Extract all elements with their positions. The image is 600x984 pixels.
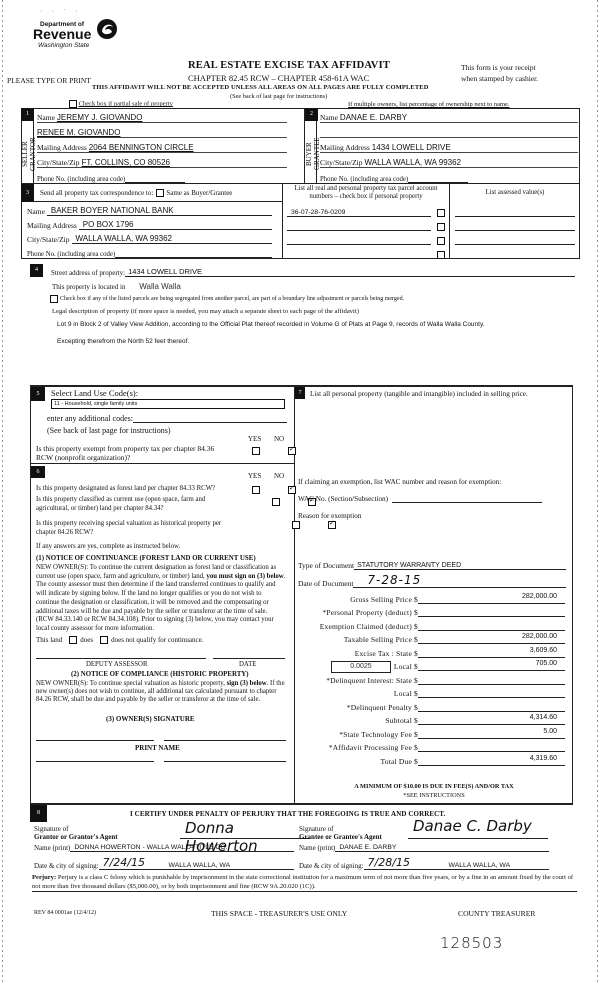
segregated-label: Check box if any of the listed parcels are being segregated from another parcel, are part of a boundary line adjustment or parcels being merged. xyxy=(60,296,405,302)
corr-name[interactable]: BAKER BOYER NATIONAL BANK xyxy=(47,206,272,216)
date-label: DATE xyxy=(239,661,257,668)
if-yes-note: If any answers are yes, complete as instructed below. xyxy=(36,543,181,550)
seller-grantor-label: SELLER GRANTOR xyxy=(21,137,37,171)
dollar-sign: $ xyxy=(414,675,418,685)
wac-label: WAC No. (Section/Subsection) xyxy=(298,495,389,503)
additional-codes-label: enter any additional codes: xyxy=(47,414,133,423)
corr-phone-label: Phone No. (including area code) xyxy=(27,251,116,258)
parcel-row xyxy=(287,231,445,245)
see-back-note: (See back of last page for instructions) xyxy=(230,93,328,100)
section-7-badge: 7 xyxy=(295,387,305,399)
continuance-qualify-row xyxy=(36,636,203,644)
tax-row xyxy=(300,739,565,753)
document-date-label: Date of Document xyxy=(298,579,354,588)
grantor-city[interactable]: WALLA WALLA, WA xyxy=(159,862,294,870)
assessor-signature-line[interactable] xyxy=(36,658,206,659)
assessed-header: List assessed value(s) xyxy=(485,189,545,196)
send-correspondence-label: Send all property tax correspondence to: xyxy=(40,188,154,197)
certification-section xyxy=(30,803,573,871)
tax-row xyxy=(300,604,565,618)
buyer-city[interactable]: WALLA WALLA, WA 99362 xyxy=(364,158,461,167)
logo-department: Department of xyxy=(40,21,85,28)
treasurer-use-label: THIS SPACE - TREASURER'S USE ONLY xyxy=(211,909,348,918)
logo-washington: Washington State xyxy=(38,42,90,49)
section-6-badge: 6 xyxy=(31,466,45,478)
corr-name-label: Name xyxy=(27,207,45,216)
print-name-line-1[interactable] xyxy=(36,761,154,762)
corr-address[interactable]: PO BOX 1796 xyxy=(79,220,272,230)
tax-row-value[interactable]: 3,609.60 xyxy=(418,647,565,658)
buyer-address-row[interactable] xyxy=(320,138,578,153)
this-land-label: This land xyxy=(36,636,63,644)
dollar-sign: $ xyxy=(414,621,418,631)
corr-address-label: Mailing Address xyxy=(27,221,77,230)
receipt-note-1: This form is your receipt xyxy=(461,63,536,72)
dollar-sign: $ xyxy=(414,756,418,766)
parcel-row xyxy=(287,203,445,217)
grantee-date[interactable]: 7/28/15 xyxy=(364,857,439,870)
grantor-name-row[interactable] xyxy=(34,844,294,852)
section-5-badge: 5 xyxy=(31,387,45,401)
dollar-sign: $ xyxy=(414,743,418,752)
tax-row xyxy=(300,725,565,739)
seller-address-label: Mailing Address xyxy=(37,143,87,152)
parcels-section xyxy=(283,183,450,259)
historic-yes-checkbox[interactable] xyxy=(292,521,300,529)
correspondence-section xyxy=(21,183,283,259)
form-title: REAL ESTATE EXCISE TAX AFFIDAVIT xyxy=(188,60,391,71)
logo-dots: · · ˙ · xyxy=(40,8,82,15)
tax-row-value[interactable]: 705.00 xyxy=(418,660,565,671)
land-use-code-select[interactable]: 11 - Household, single family units xyxy=(51,399,285,409)
tax-row-value[interactable]: 4,319.60 xyxy=(418,755,565,766)
grantor-date[interactable]: 7/24/15 xyxy=(99,857,159,870)
tax-row-value[interactable] xyxy=(418,620,565,631)
exemption-label: If claiming an exemption, list WAC number and reason for exemption: xyxy=(298,478,502,486)
does-label: does xyxy=(80,636,94,644)
legal-exception-text[interactable]: Excepting therefrom the North 52 feet thereof. xyxy=(57,338,190,345)
forest-land-question: Is this property designated as forest land per chapter 84.33 RCW? xyxy=(36,485,216,492)
street-address[interactable]: 1434 LOWELL DRIVE xyxy=(125,267,575,277)
partial-sale-checkbox[interactable] xyxy=(69,100,77,108)
buyer-side-col xyxy=(304,108,321,184)
section-8-badge: 8 xyxy=(30,805,47,822)
grantee-date-label: Date & city of signing: xyxy=(299,862,364,870)
current-use-yes-checkbox[interactable] xyxy=(272,498,280,506)
land-use-see-back: (See back of last page for instructions) xyxy=(47,426,171,435)
parcel-row xyxy=(287,217,445,231)
document-type-label: Type of Document xyxy=(298,561,355,570)
grantee-name[interactable]: DANAE E. DARBY xyxy=(335,844,549,852)
seller-name-row[interactable] xyxy=(37,108,287,123)
minimum-fee-note: A MINIMUM OF $10.00 IS DUE IN FEE(S) AND/OR TAX xyxy=(354,783,514,790)
tax-row-label: Gross Selling Price xyxy=(350,594,412,604)
tax-row-label: *Delinquent Interest: State xyxy=(326,675,412,685)
tax-row-value[interactable] xyxy=(418,674,565,685)
personal-property-checkbox[interactable] xyxy=(437,251,445,259)
historic-question: Is this property receiving special valuation as historical property per chapter 84.26 RCW? xyxy=(36,520,222,536)
notice-compliance-text: NEW OWNER(S): To continue special valuation as historic property, sign (3) below. If the new owner(s) does not wish to continue, all additional tax calculated pursuant to chapter 84.26 RCW, shall be due and payable by the seller or transferor at the time of sale. xyxy=(36,680,285,703)
grantee-city[interactable]: WALLA WALLA, WA xyxy=(439,862,549,870)
please-type-print: PLEASE TYPE OR PRINT xyxy=(7,76,91,85)
seller-side-col xyxy=(21,108,37,190)
grantor-name[interactable]: DONNA HOWERTON - WALLA WALLA TITLE CO. xyxy=(70,844,294,852)
parcel-number[interactable] xyxy=(287,258,431,259)
assessed-value-row[interactable] xyxy=(455,217,575,231)
receipt-number: 128503 xyxy=(440,934,504,952)
dor-logo xyxy=(28,8,118,48)
tax-row-label: Local xyxy=(393,689,412,698)
dollar-sign: $ xyxy=(414,662,418,671)
grantee-date-row[interactable] xyxy=(299,857,549,870)
corr-city-row[interactable] xyxy=(27,230,272,244)
segregated-row[interactable] xyxy=(50,295,575,303)
tax-row-label: *State Technology Fee xyxy=(339,729,412,739)
tax-row-value[interactable] xyxy=(418,701,565,712)
dollar-sign: $ xyxy=(414,608,418,617)
tax-row xyxy=(300,712,565,726)
form-chapter: CHAPTER 82.45 RCW – CHAPTER 458-61A WAC xyxy=(188,73,370,83)
assessed-rows xyxy=(450,203,580,259)
tax-row xyxy=(300,752,565,766)
seller-phone-label: Phone No. (including area code) xyxy=(37,176,126,183)
property-section xyxy=(30,263,575,345)
tax-row-value[interactable] xyxy=(418,741,565,752)
seller-phone-row[interactable] xyxy=(37,168,287,183)
form-revision: REV 84 0001ae (12/4/12) xyxy=(34,910,97,916)
grantor-name-label: Name (print) xyxy=(34,844,71,852)
wac-row[interactable] xyxy=(298,495,568,503)
grantee-name-row[interactable] xyxy=(299,844,549,852)
tax-row xyxy=(300,698,565,712)
scan-right-edge xyxy=(597,0,598,984)
document-date-row[interactable] xyxy=(298,571,566,588)
dollar-sign: $ xyxy=(414,594,418,604)
tax-row-label: Excise Tax : State xyxy=(354,648,412,658)
dollar-sign: $ xyxy=(414,716,418,725)
tax-row-label: Local xyxy=(393,662,412,671)
grantor-date-row[interactable] xyxy=(34,857,294,870)
acceptance-warning: THIS AFFIDAVIT WILL NOT BE ACCEPTED UNLESS ALL AREAS ON ALL PAGES ARE FULLY COMPLETED xyxy=(92,84,429,91)
located-row xyxy=(52,282,575,291)
buyer-section xyxy=(304,108,580,184)
parcel-number[interactable] xyxy=(287,244,431,245)
no-header-6: NO xyxy=(274,472,285,480)
tax-row-value[interactable]: 5.00 xyxy=(418,728,565,739)
dollar-sign: $ xyxy=(414,702,418,712)
deputy-assessor-label: DEPUTY ASSESSOR xyxy=(86,661,148,668)
buyer-name2-row[interactable] xyxy=(320,123,578,138)
tax-calculation xyxy=(300,590,565,766)
segregated-checkbox[interactable] xyxy=(50,295,58,303)
dollar-sign: $ xyxy=(414,729,418,739)
does-not-qualify-checkbox[interactable] xyxy=(100,636,108,644)
partial-sale-label: Check box if partial sale of property xyxy=(78,100,173,108)
grantee-name-label: Name (print) xyxy=(299,844,336,852)
personal-property-checkbox[interactable] xyxy=(437,237,445,245)
buyer-grantee-label: BUYER GRANTEE xyxy=(305,137,321,171)
buyer-phone-row[interactable] xyxy=(320,168,578,183)
dollar-sign: $ xyxy=(414,648,418,658)
forest-no-checkbox[interactable] xyxy=(288,486,296,494)
county-treasurer-label: COUNTY TREASURER xyxy=(458,909,536,918)
tax-row xyxy=(300,685,565,699)
tax-row-label: Taxable Selling Price xyxy=(343,635,412,644)
grantor-signature[interactable]: Donna Howerton xyxy=(180,819,310,839)
owner-signature-line-2[interactable] xyxy=(164,740,286,741)
owner-signature-line-1[interactable] xyxy=(36,740,154,741)
seller-name-label: Name xyxy=(37,113,55,122)
exempt-yes-checkbox[interactable] xyxy=(252,447,260,455)
document-type-row[interactable] xyxy=(298,556,566,570)
grantor-date-label: Date & city of signing: xyxy=(34,862,99,870)
does-not-label: does not qualify for continuance. xyxy=(111,636,204,644)
same-as-buyer-checkbox[interactable] xyxy=(156,189,164,197)
buyer-name-label: Name xyxy=(320,113,338,122)
tax-row-value[interactable]: 282,000.00 xyxy=(418,633,565,644)
reason-label: Reason for exemption xyxy=(298,512,362,520)
notice-compliance-title: (2) NOTICE OF COMPLIANCE (HISTORIC PROPERTY) xyxy=(71,671,249,678)
seller-name2-row[interactable] xyxy=(37,123,287,138)
additional-codes-input[interactable] xyxy=(133,414,287,423)
yes-header-6: YES xyxy=(248,472,262,480)
scan-left-edge xyxy=(2,0,3,984)
logo-swirl-icon xyxy=(96,18,118,40)
seller-city[interactable]: FT. COLLINS, CO 80526 xyxy=(81,158,170,167)
seller-name-1[interactable]: JEREMY J. GIOVANDO xyxy=(56,113,143,122)
tax-row-label: *Personal Property (deduct) xyxy=(322,608,412,617)
corr-city-label: City/State/Zip xyxy=(27,235,70,244)
tax-row-value[interactable]: 282,000.00 xyxy=(418,593,565,604)
does-qualify-checkbox[interactable] xyxy=(69,636,77,644)
parcel-number[interactable] xyxy=(287,230,431,231)
no-header: NO xyxy=(274,435,285,443)
partial-sale-row[interactable] xyxy=(69,100,173,108)
tax-row-label: Subtotal xyxy=(385,716,412,725)
tax-row xyxy=(300,671,565,685)
designation-section xyxy=(31,465,294,802)
seller-section xyxy=(21,108,288,190)
section-3-badge: 3 xyxy=(21,184,34,202)
exempt-question: Is this property exempt from property tax per chapter 84.36 RCW (nonprofit organization)? xyxy=(36,444,215,462)
tax-row-value[interactable] xyxy=(418,687,565,698)
additional-codes-row[interactable] xyxy=(47,414,287,423)
parcel-row xyxy=(287,245,445,259)
corr-city[interactable]: WALLA WALLA, WA 99362 xyxy=(72,234,273,244)
tax-row xyxy=(300,590,565,604)
tax-row-value[interactable]: 4,314.60 xyxy=(418,714,565,725)
logo-revenue: Revenue xyxy=(33,26,92,42)
section-2-badge: 2 xyxy=(305,108,318,121)
assessor-date-line[interactable] xyxy=(213,658,285,659)
tax-row xyxy=(300,644,565,658)
street-address-label: Street address of property: xyxy=(51,269,126,277)
personal-property-checkbox[interactable] xyxy=(437,209,445,217)
buyer-name-1[interactable]: DANAE E. DARBY xyxy=(339,113,408,122)
historic-no-checkbox[interactable] xyxy=(328,521,336,529)
same-as-buyer-label: Same as Buyer/Grantee xyxy=(166,188,233,197)
tax-row-label: Total Due xyxy=(380,756,412,766)
multiple-owners-note: If multiple owners, list percentage of ownership next to name. xyxy=(348,101,510,108)
seller-city-label: City/State/Zip xyxy=(37,158,80,167)
seller-address[interactable]: 2064 BENNINGTON CIRCLE xyxy=(88,143,194,152)
seller-name-2[interactable]: RENEE M. GIOVANDO xyxy=(37,128,121,137)
legal-description-text[interactable]: Lot 9 in Block 2 of Valley View Addition, according to the Official Plat thereof recorded in Volume G of Plats at Page 9, records of Walla Walla County. xyxy=(57,321,485,328)
owner-signature-title: (3) OWNER(S) SIGNATURE xyxy=(106,715,195,723)
personal-property-label: List all personal property (tangible and intangible) included in selling price. xyxy=(310,390,528,398)
land-use-section xyxy=(31,387,294,464)
notice-continuance-title: (1) NOTICE OF CONTINUANCE (FOREST LAND OR CURRENT USE) xyxy=(36,555,256,562)
grantee-sig-label: Signature of Grantee or Grantee's Agent xyxy=(299,825,382,841)
legal-description-label: Legal description of property (if more space is needed, you may attach a separate sheet to each page of the affidavit) xyxy=(52,308,359,315)
buyer-address[interactable]: 1434 LOWELL DRIVE xyxy=(371,143,451,152)
assessed-section xyxy=(450,183,580,259)
current-use-question: Is this property classified as current use (open space, farm and agricultural, or timber) land per chapter 84.34? xyxy=(36,496,206,512)
personal-property-checkbox[interactable] xyxy=(437,223,445,231)
buyer-address-label: Mailing Address xyxy=(320,143,370,152)
land-use-label: Select Land Use Code(s): xyxy=(51,388,139,398)
assessed-value-row[interactable] xyxy=(455,245,575,259)
tax-row-label: Exemption Claimed (deduct) xyxy=(319,621,412,631)
document-type[interactable]: STATUTORY WARRANTY DEED xyxy=(354,562,566,570)
tax-row xyxy=(300,617,565,631)
tax-row-label: *Affidavit Processing Fee xyxy=(328,743,412,752)
receipt-note-2: when stamped by cashier. xyxy=(461,74,539,83)
yes-header: YES xyxy=(248,435,262,443)
corr-phone-row[interactable] xyxy=(27,244,272,258)
corr-name-row[interactable] xyxy=(27,202,272,216)
assessed-value-row[interactable] xyxy=(455,203,575,217)
parcel-rows xyxy=(283,203,449,259)
section-4-badge: 4 xyxy=(30,264,43,277)
tax-row-value[interactable] xyxy=(418,606,565,617)
tax-row xyxy=(300,631,565,645)
wac-input[interactable] xyxy=(392,495,542,503)
dollar-sign: $ xyxy=(414,689,418,698)
buyer-city-label: City/State/Zip xyxy=(320,158,363,167)
buyer-name-row[interactable] xyxy=(320,108,578,123)
grantee-signature[interactable]: Danae C. Darby xyxy=(408,817,548,839)
dollar-sign: $ xyxy=(414,635,418,644)
exempt-no-checkbox[interactable] xyxy=(288,447,296,455)
seller-address-row[interactable] xyxy=(37,138,287,153)
section-1-badge: 1 xyxy=(21,108,34,121)
located-county[interactable]: Walla Walla xyxy=(139,282,181,291)
print-name-line-2[interactable] xyxy=(164,761,286,762)
forest-yes-checkbox[interactable] xyxy=(252,486,260,494)
see-instructions-note: *SEE INSTRUCTIONS xyxy=(403,792,465,799)
local-rate-box[interactable]: 0.0025 xyxy=(331,661,391,673)
grantor-sig-label: Signature of Grantor or Grantor's Agent xyxy=(34,825,118,841)
buyer-phone-label: Phone No. (including area code) xyxy=(320,176,409,183)
seller-city-row[interactable] xyxy=(37,153,287,168)
parcel-number[interactable]: 36-07-28-76-0209 xyxy=(287,209,431,217)
located-label: This property is located in xyxy=(52,283,126,291)
document-date[interactable]: 7-28-15 xyxy=(353,573,566,588)
certify-statement: I CERTIFY UNDER PENALTY OF PERJURY THAT THE FOREGOING IS TRUE AND CORRECT. xyxy=(130,810,446,818)
notice-continuance-text: NEW OWNER(S): To continue the current designation as forest land or classification as current use (open space, farm and agriculture, or timber) land, you must sign on (3) below. The county assessor must then determine if the land transferred continues to qualify and will indicate by signing below. If the land no longer qualifies or you do not wish to continue the designation or classification, it will be removed and the compensating or additional taxes will be due and payable by the seller or transferor at the time of sale. (RCW 84.33.140 or RCW 84.34.108). Prior to signing (3) below, you may contact your local county assessor for more information. xyxy=(36,564,286,632)
assessed-value-row[interactable] xyxy=(455,231,575,245)
corr-address-row[interactable] xyxy=(27,216,272,230)
tax-row-label: *Delinquent Penalty xyxy=(346,702,412,712)
buyer-city-row[interactable] xyxy=(320,153,578,168)
perjury-notice: Perjury: Perjury is a class C felony which is punishable by imprisonment in the state correctional institution for a maximum term of not more than five years, or by a fine in an amount fixed by the court of not more than five thousand dollars ($5,000.00), or by both imprisonment and fine (RCW 9A.20.020 (1C)). xyxy=(32,873,577,892)
parcels-header: List all real and personal property tax parcel account numbers – check box if personal property xyxy=(294,185,438,200)
print-name-label: PRINT NAME xyxy=(135,744,180,752)
